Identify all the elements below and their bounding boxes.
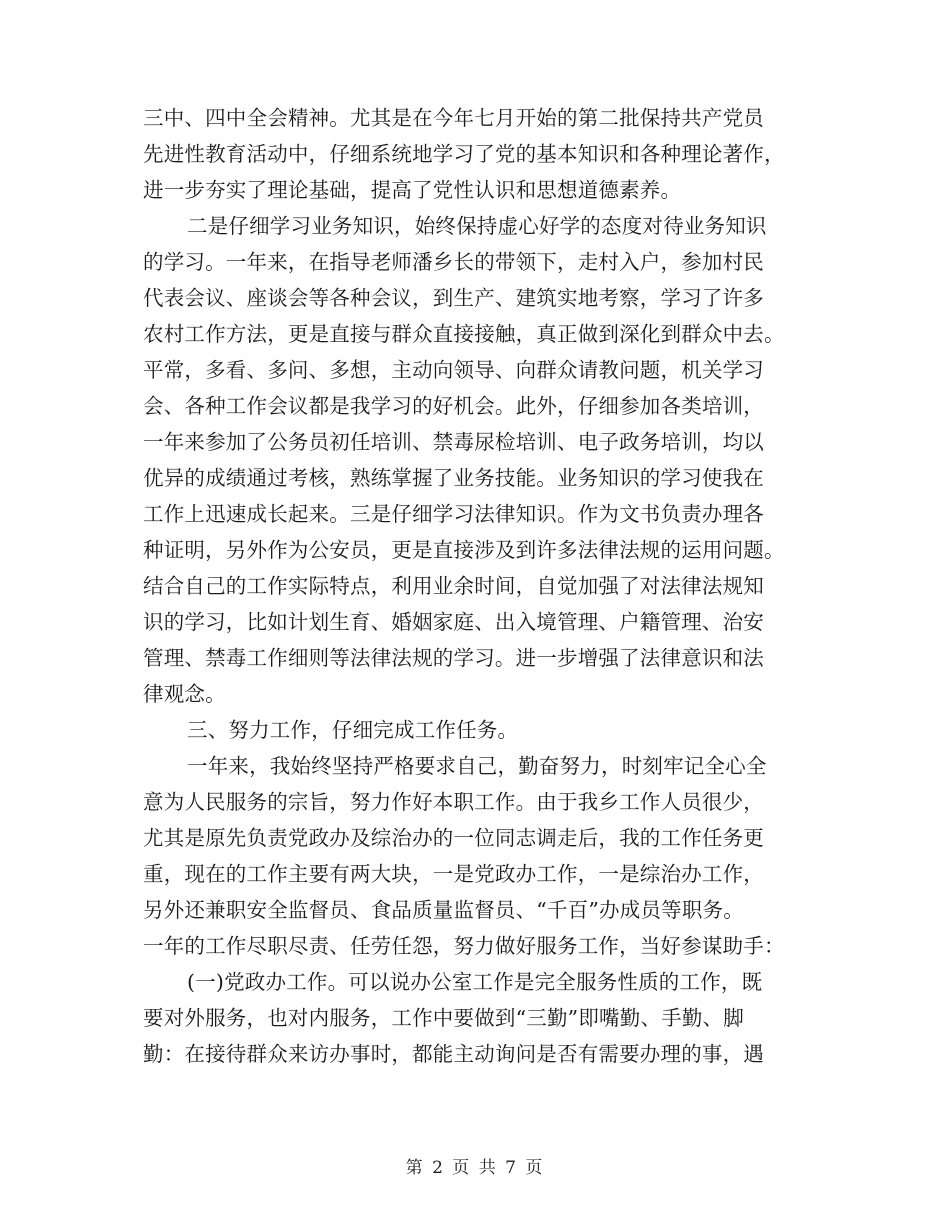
- document-body: [143, 100, 808, 1072]
- text-line: 农村工作方法，更是直接与群众直接接触，真正做到深化到群众中去。: [143, 322, 785, 346]
- paragraph-start-line: 二是仔细学习业务知识，始终保持虚心好学的态度对待业务知识: [187, 214, 767, 238]
- text-line: 尤其是原先负责党政办及综治办的一位同志调走后，我的工作任务更: [143, 826, 764, 850]
- paragraph-start-line: 一年来，我始终坚持严格要求自己，勤奋努力，时刻牢记全心全: [187, 754, 767, 778]
- page-number-footer: 第 2 页 共 7 页: [405, 1158, 545, 1178]
- text-line: 优异的成绩通过考核，熟练掌握了业务技能。业务知识的学习使我在: [143, 466, 764, 490]
- section-heading: 三、努力工作，仔细完成工作任务。: [187, 718, 519, 742]
- text-line: 会、各种工作会议都是我学习的好机会。此外，仔细参加各类培训，: [143, 394, 764, 418]
- text-line: 另外还兼职安全监督员、食品质量监督员、“千百”办成员等职务。: [143, 898, 744, 922]
- text-line: 管理、禁毒工作细则等法律法规的学习。进一步增强了法律意识和法: [143, 646, 764, 670]
- paragraph-start-line: (一)党政办工作。可以说办公室工作是完全服务性质的工作，既: [187, 970, 763, 994]
- text-line: 识的学习，比如计划生育、婚姻家庭、出入境管理、户籍管理、治安: [143, 610, 764, 634]
- text-line: 平常，多看、多问、多想，主动向领导、向群众请教问题，机关学习: [143, 358, 764, 382]
- text-line: 工作上迅速成长起来。三是仔细学习法律知识。作为文书负责办理各: [143, 502, 764, 526]
- text-line: 种证明，另外作为公安员，更是直接涉及到许多法律法规的运用问题。: [143, 538, 785, 562]
- text-line: 三中、四中全会精神。尤其是在今年七月开始的第二批保持共产党员: [143, 106, 764, 130]
- text-line: 的学习。一年来，在指导老师潘乡长的带领下，走村入户，参加村民: [143, 250, 764, 274]
- text-line: 重，现在的工作主要有两大块，一是党政办工作，一是综治办工作，: [143, 862, 764, 886]
- text-line: 意为人民服务的宗旨，努力作好本职工作。由于我乡工作人员很少，: [143, 790, 764, 814]
- text-line: 先进性教育活动中，仔细系统地学习了党的基本知识和各种理论著作，: [143, 142, 785, 166]
- text-line: 一年来参加了公务员初任培训、禁毒尿检培训、电子政务培训，均以: [143, 430, 764, 454]
- text-line: 代表会议、座谈会等各种会议，到生产、建筑实地考察，学习了许多: [143, 286, 764, 310]
- text-line: 结合自己的工作实际特点，利用业余时间，自觉加强了对法律法规知: [143, 574, 764, 598]
- text-line: 要对外服务，也对内服务，工作中要做到“三勤”即嘴勤、手勤、脚: [143, 1006, 744, 1030]
- text-line: 进一步夯实了理论基础，提高了党性认识和思想道德素养。: [143, 178, 682, 202]
- text-line: 一年的工作尽职尽责、任劳任怨，努力做好服务工作，当好参谋助手：: [143, 934, 785, 958]
- text-line: 勤：在接待群众来访办事时，都能主动询问是否有需要办理的事，遇: [143, 1042, 764, 1066]
- text-line: 律观念。: [143, 682, 226, 706]
